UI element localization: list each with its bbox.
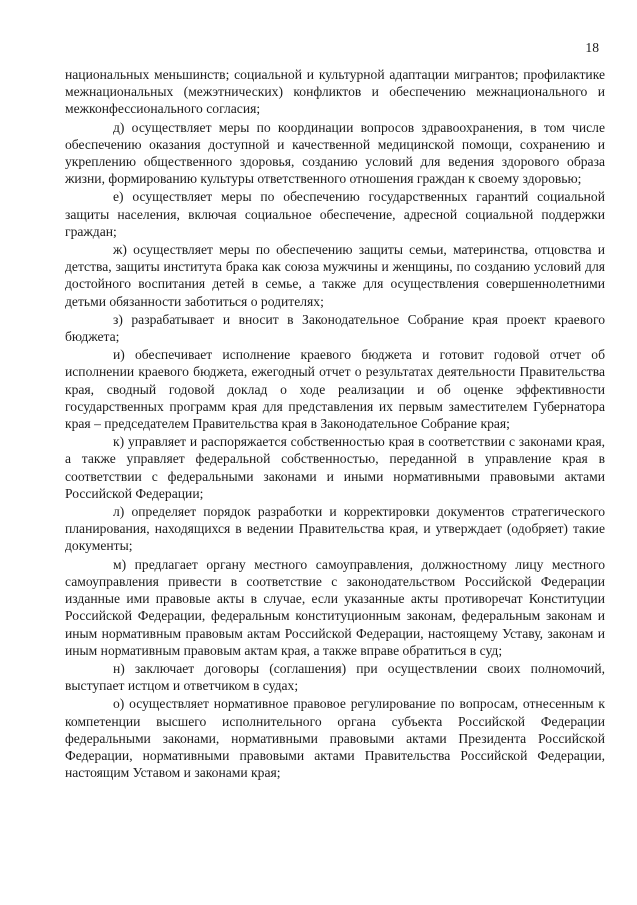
paragraph-o: о) осуществляет нормативное правовое регулирование по вопросам, отнесенным к компетенции высшего исполнительного органа субъекта Российской Федерации федеральными законами, нормативными правовыми актами Президента Российской Федерации, нормативными правовыми актами Правительства Российской Федерации, настоящим Уставом и законами края; [65, 696, 605, 781]
paragraph-z: з) разрабатывает и вносит в Законодательное Собрание края проект краевого бюджета; [65, 311, 605, 345]
paragraph-n: н) заключает договоры (соглашения) при осуществлении своих полномочий, выступает истцом и ответчиком в судах; [65, 660, 605, 694]
paragraph-e: е) осуществляет меры по обеспечению государственных гарантий социальной защиты населения, включая социальное обеспечение, адресной социальной поддержки граждан; [65, 189, 605, 239]
paragraph-l: л) определяет порядок разработки и корректировки документов стратегического планирования, находящихся в ведении Правительства края, и утверждает (одобряет) такие документы; [65, 504, 605, 554]
document-body [65, 66, 605, 782]
paragraph-m: м) предлагает органу местного самоуправления, должностному лицу местного самоуправления привести в соответствие с законодательством Российской Федерации изданные ими правовые акты в случае, если указанные акты противоречат Конституции Российской Федерации, федеральным конституционным законам, федеральным законам и иным нормативным правовым актам Российской Федерации, настоящему Уставу, законам и иным нормативным правовым актам края, а также вправе обратиться в суд; [65, 556, 605, 658]
paragraph-k: к) управляет и распоряжается собственностью края в соответствии с законами края, а также управляет федеральной собственностью, переданной в управление края в соответствии с федеральными законами и иными нормативными правовыми актами Российской Федерации; [65, 434, 605, 501]
paragraph-continued: национальных меньшинств; социальной и культурной адаптации мигрантов; профилактике межнациональных (межэтнических) конфликтов и обеспечению межнационального и межконфессионального согласия; [65, 67, 605, 117]
paragraph-d: д) осуществляет меры по координации вопросов здравоохранения, в том числе обеспечению оказания доступной и качественной медицинской помощи, сохранению и укреплению общественного здоровья, созданию условий для ведения здорового образа жизни, формированию культуры ответственного отношения граждан к своему здоровью; [65, 119, 605, 187]
page-number: 18 [585, 40, 599, 55]
paragraph-i: и) обеспечивает исполнение краевого бюджета и готовит годовой отчет об исполнении краевого бюджета, ежегодный отчет о результатах деятельности Правительства края, сводный годовой доклад о ходе реализации и об оценке эффективности государственных программ края для представления их первым заместителем Губернатора края – председателем Правительства края в Законодательное Собрание края; [65, 347, 605, 432]
paragraph-zh: ж) осуществляет меры по обеспечению защиты семьи, материнства, отцовства и детства, защиты института брака как союза мужчины и женщины, по созданию условий для достойного воспитания детей в семье, а также для осуществления совершеннолетними детьми обязанности заботиться о родителях; [65, 242, 605, 309]
